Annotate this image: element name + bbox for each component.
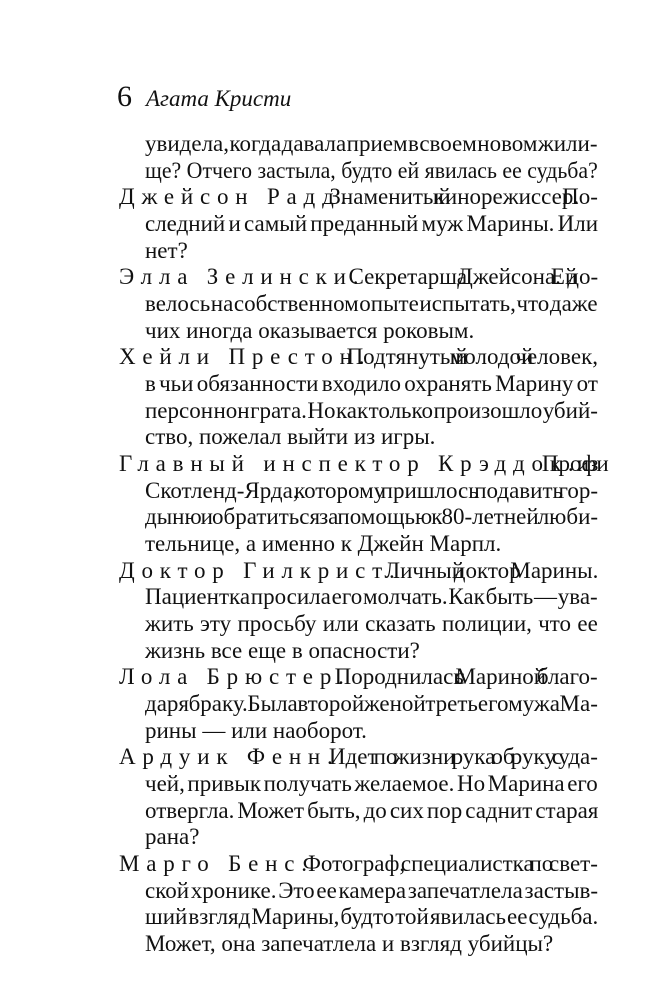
- page-number: 6: [117, 80, 132, 113]
- line-text: Скотленд-Ярда, которому пришлось подавить гор-: [145, 477, 599, 503]
- line-text: следний и самый преданный муж Марины. Или: [145, 211, 599, 236]
- line-text: в чьи обязанности входило охранять Марину от: [145, 371, 598, 397]
- line-text: дыню и обратиться за помощью к 80-летней люби-: [145, 504, 599, 530]
- text-line: [145, 530, 501, 558]
- character-name: Ардуик Фенн: [119, 744, 328, 770]
- text-line: [145, 397, 598, 425]
- character-entry-line: [119, 450, 598, 478]
- text-line: [145, 637, 420, 665]
- running-header-author: Агата Кристи: [146, 86, 292, 111]
- character-entry-line: [119, 183, 598, 211]
- line-text: . Идет по жизни рука об руку с уда-: [327, 744, 598, 770]
- line-text: велось на собственном опыте испытать, что даже: [145, 291, 598, 317]
- line-text: Пациентка просила его молчать. Как быть — ува-: [145, 584, 598, 610]
- text-line: [145, 423, 435, 451]
- text-line: [145, 877, 598, 905]
- character-entry-line: [119, 850, 598, 878]
- line-text: ство, пожелал выйти из игры.: [145, 424, 436, 450]
- line-text: . Подтянутый молодой человек,: [358, 344, 599, 370]
- character-name: Элла Зелински: [119, 264, 353, 290]
- line-text: . Знаменитый кинорежиссер. По-: [340, 184, 598, 210]
- character-entry-line: [119, 557, 598, 585]
- line-text: ще? Отчего застыла, будто ей явилась ее судьба?: [145, 157, 598, 183]
- line-text: . Личный доктор Марины.: [389, 557, 599, 583]
- character-name: Хейли Престон: [119, 344, 359, 370]
- text-line: [145, 317, 474, 345]
- text-line: [145, 690, 598, 718]
- text-line: [145, 370, 598, 398]
- text-line: [145, 610, 598, 638]
- character-name: Джейсон Радд: [119, 184, 341, 210]
- text-line: [145, 290, 598, 318]
- character-entry-line: [119, 743, 598, 771]
- line-text: жить эту просьбу или сказать полиции, что ее: [145, 611, 598, 637]
- character-name: Марго Бенс: [119, 851, 302, 877]
- text-line: [145, 503, 598, 531]
- text-line: [145, 823, 199, 851]
- line-text: чей, привык получать желаемое. Но Марина его: [145, 771, 598, 797]
- line-text: ской хронике. Это ее камера запечатлела застыв-: [145, 877, 599, 903]
- line-text: жизнь все еще в опасности?: [145, 637, 420, 663]
- character-entry-line: [119, 263, 598, 291]
- line-text: . Профи из: [567, 451, 599, 477]
- line-text: . Породнилась с Мариной благо-: [338, 664, 598, 690]
- line-text: рины — или наоборот.: [145, 717, 367, 743]
- line-text: Может, она запечатлела и взгляд убийцы?: [145, 931, 554, 957]
- line-text: даря браку. Была второй женой третьего мужа Ма-: [145, 691, 598, 717]
- text-line: [145, 770, 598, 798]
- line-text: . Секретарша Джейсона. Ей до-: [352, 264, 599, 290]
- text-line: [145, 930, 553, 958]
- line-text: нет?: [145, 237, 188, 263]
- character-name: Главный инспектор Крэддок: [119, 451, 568, 477]
- text-line: [145, 717, 367, 745]
- text-line: [145, 477, 598, 505]
- text-line: [145, 210, 598, 238]
- line-text: ший взгляд Марины, будто той явилась ее судьба.: [145, 904, 599, 930]
- line-text: . Фотограф, специалистка по свет-: [301, 851, 598, 877]
- text-line: [145, 130, 598, 158]
- line-text: персон нон грата. Но как только произошло убий-: [145, 397, 598, 423]
- text-line: [145, 157, 598, 185]
- line-text: отвергла. Может быть, до сих пор саднит старая: [145, 797, 599, 823]
- line-text: увидела, когда давала прием в своем новом жили-: [145, 131, 598, 156]
- line-text: тельнице, а именно к Джейн Марпл.: [145, 531, 502, 557]
- text-line: [145, 903, 598, 931]
- character-name: Доктор Гилкрист: [119, 557, 390, 583]
- line-text: чих иногда оказывается роковым.: [145, 317, 475, 343]
- character-entry-line: [119, 663, 598, 691]
- text-line: [145, 797, 598, 825]
- line-text: рана?: [145, 824, 200, 850]
- running-header: [117, 80, 291, 114]
- character-entry-line: [119, 343, 598, 371]
- text-line: [145, 583, 598, 611]
- character-name: Лола Брюстер: [119, 664, 339, 690]
- text-line: [145, 237, 188, 265]
